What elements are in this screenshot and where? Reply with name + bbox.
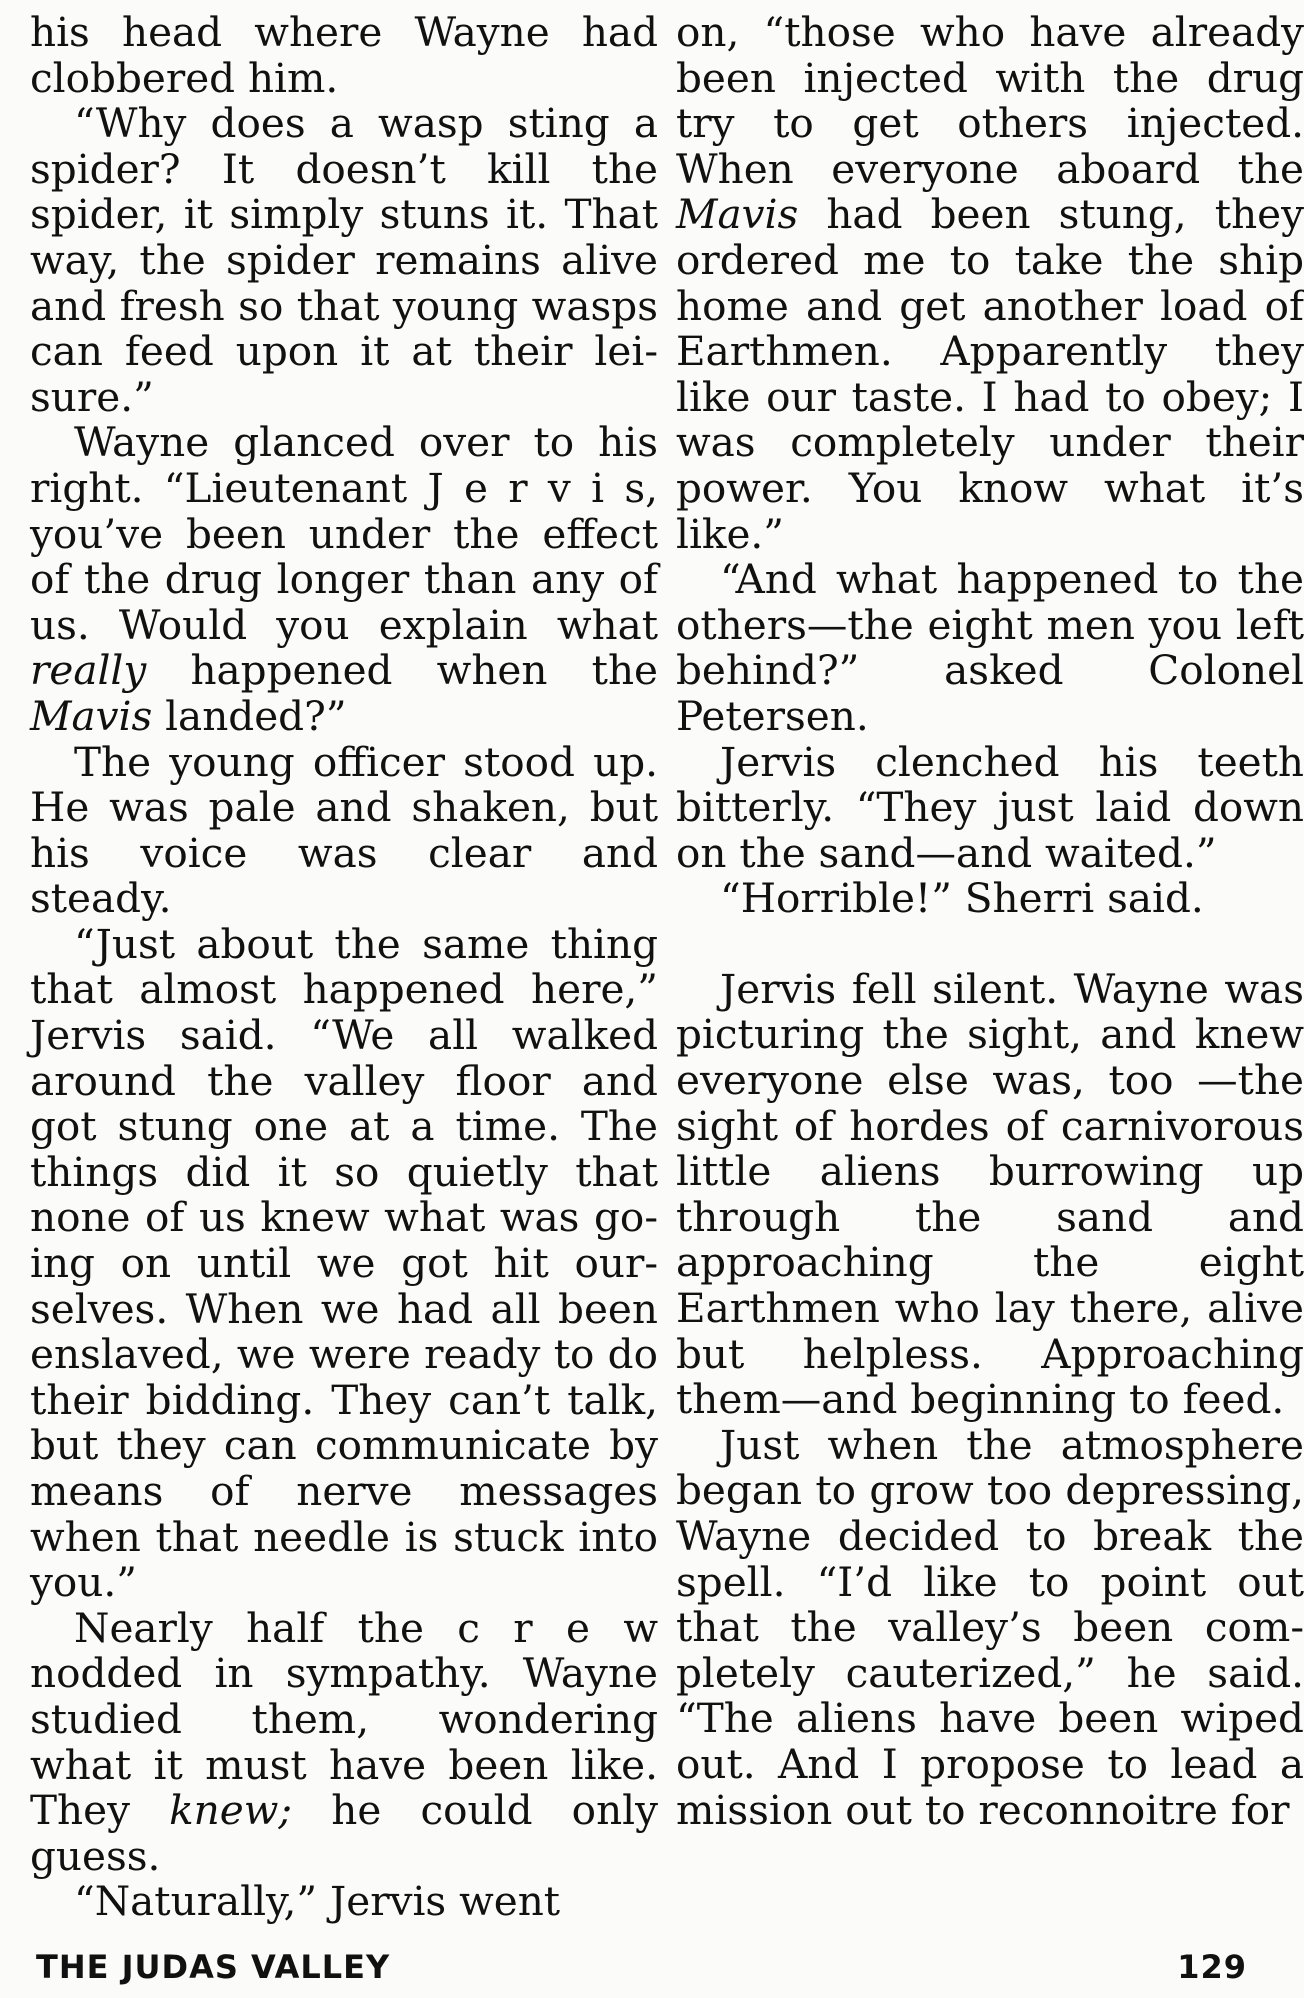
text-run: “Just about the same thing that almost happened here,” Jervis said. “We all walked around the valley floor and got stung one at a time. The things did it so quietly that none of us knew what was going on until we got hit ourselves. When we had all been enslaved, we were ready to do their bidding. They can’t talk, but they can communicate by means of nerve messages when that needle is stuck into you.” <box>30 919 658 1607</box>
text-run: Jervis fell silent. Wayne was picturing the sight, and knew everyone else was, too —the sight of hordes of carnivorous little aliens burrowing up through the sand and approaching the eight Earthmen who lay there, alive but helpless. Approaching them—and beginning to feed. <box>676 964 1304 1424</box>
text-run: had been stung, they ordered me to take the ship home and get another load of Earthmen. Apparently they like our taste. I had to obey; I was completely under their power. You know what it’s like.” <box>676 190 1304 558</box>
paragraph <box>676 557 1304 739</box>
text-run: Just when the atmosphere began to grow too depressing, Wayne decided to break the spell. “I’d like to point out that the valley’s been completely cauterized,” he said. “The aliens have been wiped out. And I propose to lead a mission out to reconnoitre for <box>676 1420 1304 1834</box>
left-text-column <box>30 10 658 1925</box>
text-run: “Naturally,” Jervis went <box>74 1877 561 1926</box>
text-run: he could only guess. <box>30 1786 658 1880</box>
paragraph <box>30 420 658 739</box>
paragraph <box>676 876 1304 922</box>
text-run: Nearly half the c r e w nodded in sympathy. Wayne studied them, wondering what it must have been like. They <box>30 1603 658 1835</box>
italic-text-run: Mavis <box>676 190 799 239</box>
running-footer-title: THE JUDAS VALLEY <box>36 1948 391 1986</box>
right-text-column <box>676 10 1304 1833</box>
page-number: 129 <box>1177 1948 1247 1986</box>
paragraph <box>30 1879 658 1925</box>
text-run: his head where Wayne had clobbered him. <box>30 8 658 102</box>
text-run: Jervis clenched his teeth bitterly. “They just laid down on the sand—and waited.” <box>676 737 1304 877</box>
paragraph <box>30 101 658 420</box>
italic-text-run: knew; <box>169 1786 293 1835</box>
text-run: landed?” <box>152 691 347 740</box>
italic-text-run: really <box>30 646 147 695</box>
text-run: Wayne glanced over to his right. “Lieutenant J e r v i s, you’ve been under the effect of the drug longer than any of us. Would you explain what <box>30 418 658 649</box>
italic-text-run: Mavis <box>30 691 153 740</box>
text-run: on, “those who have already been injected with the drug try to get others injected. When everyone aboard the <box>676 8 1304 193</box>
paragraph <box>676 964 1304 1424</box>
paragraph <box>676 1420 1304 1834</box>
text-run: “Horrible!” Sherri said. <box>720 874 1204 923</box>
paragraph <box>30 1603 658 1880</box>
paragraph <box>30 737 658 923</box>
paragraph <box>676 10 1304 557</box>
paragraph <box>676 737 1304 877</box>
text-run: happened when the <box>146 646 658 695</box>
text-run: “And what happened to the others—the eight men you left behind?” asked Colonel Petersen. <box>676 555 1304 740</box>
paragraph <box>30 919 658 1607</box>
text-run: “Why does a wasp sting a spider? It doesn’t kill the spider, it simply stuns it. That way, the spider remains alive and fresh so that young wasps can feed upon it at their leisure.” <box>30 99 658 421</box>
paragraph <box>30 10 658 101</box>
text-run: The young officer stood up. He was pale and shaken, but his voice was clear and steady. <box>30 737 658 923</box>
